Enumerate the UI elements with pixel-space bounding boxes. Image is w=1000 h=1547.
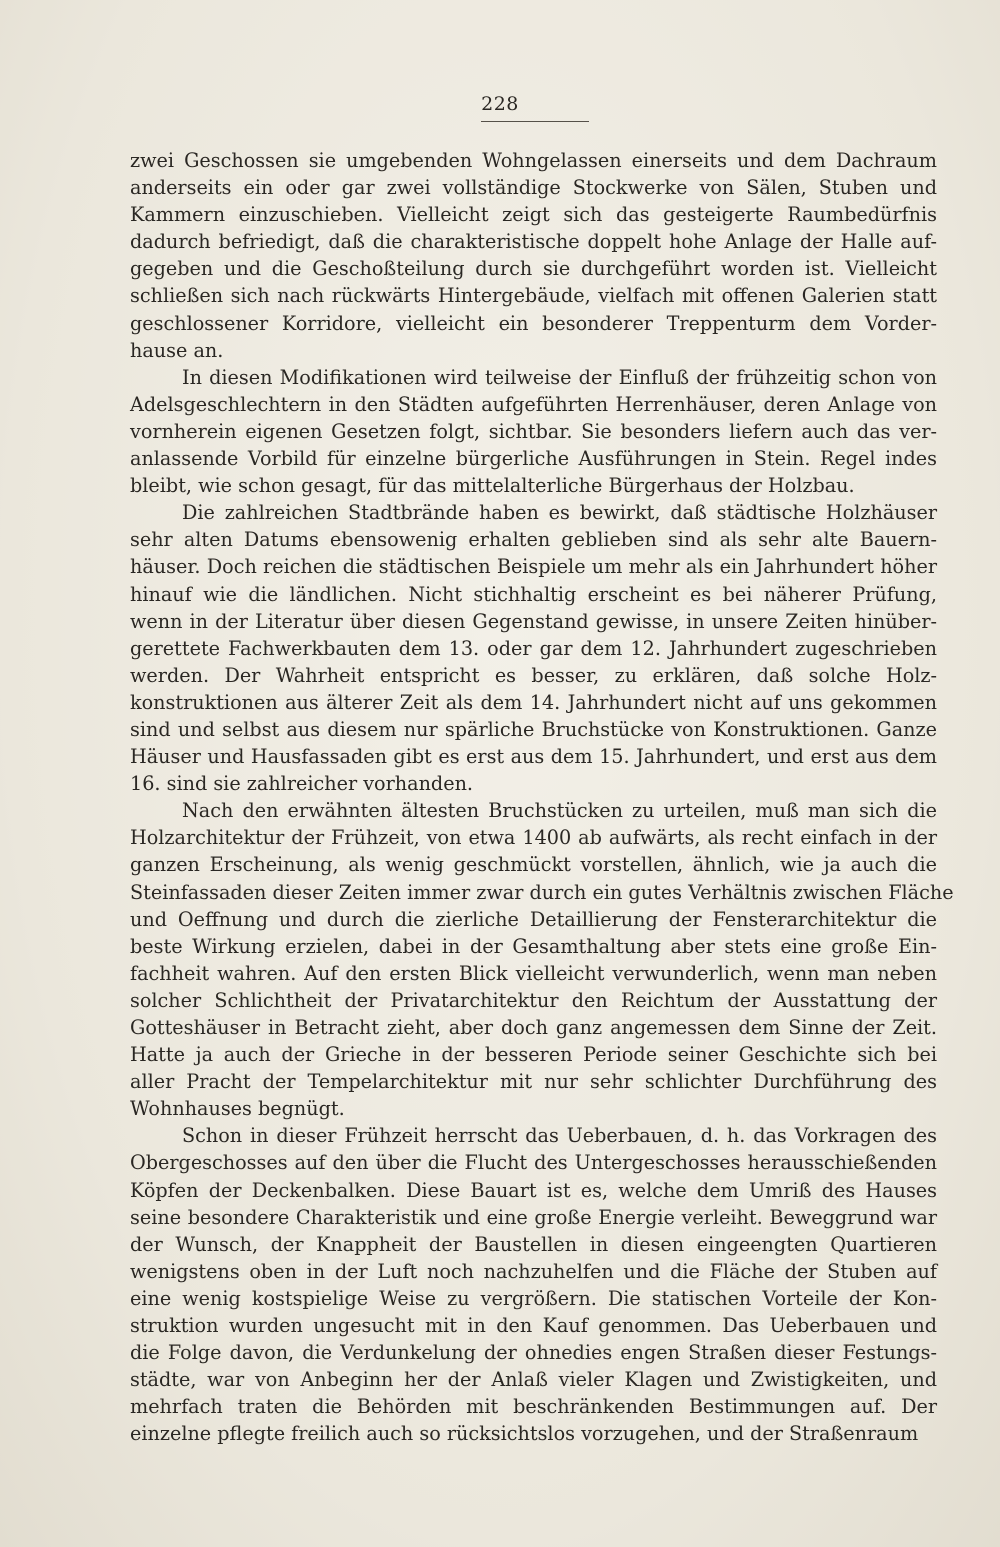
text-line: Wohnhauses begnügt. (130, 1097, 345, 1121)
text-line: sind und selbst aus diesem nur spärliche Bruchstücke von Konstruktionen. Ganze (130, 717, 937, 741)
paragraph (130, 364, 937, 499)
paragraph (130, 499, 937, 797)
text-line: und Oeffnung und durch die zierliche Detaillierung der Fensterarchitektur die (130, 907, 937, 931)
text-line: hause an. (130, 338, 224, 362)
text-line: werden. Der Wahrheit entspricht es besser, zu erklären, daß solche Holz- (130, 663, 937, 687)
text-line: eine wenig kostspielige Weise zu vergrößern. Die statischen Vorteile der Kon- (130, 1286, 937, 1310)
text-line: städte, war von Anbeginn her der Anlaß vieler Klagen und Zwistigkeiten, und (130, 1368, 937, 1392)
text-line: Kammern einzuschieben. Vielleicht zeigt sich das gesteigerte Raumbedürfnis (130, 203, 937, 227)
text-line: fachheit wahren. Auf den ersten Blick vielleicht verwunderlich, wenn man neben (130, 961, 937, 985)
text-line: einzelne pflegte freilich auch so rücksichtslos vorzugehen, und der Straßenraum (130, 1422, 919, 1446)
text-line: In diesen Modifikationen wird teilweise der Einfluß der frühzeitig schon von (182, 365, 937, 389)
text-line: der Wunsch, der Knappheit der Baustellen in diesen eingeengten Quartieren (130, 1232, 937, 1256)
text-line: beste Wirkung erzielen, dabei in der Gesamthaltung aber stets eine große Ein- (130, 934, 937, 958)
body-text (130, 147, 954, 1448)
paragraph (130, 797, 954, 1122)
text-line: Holzarchitektur der Frühzeit, von etwa 1400 ab aufwärts, als recht einfach in der (130, 826, 937, 850)
text-line: konstruktionen aus älterer Zeit als dem 14. Jahrhundert nicht auf uns gekommen (130, 690, 937, 714)
text-line: seine besondere Charakteristik und eine große Energie verleiht. Beweggrund war (130, 1205, 937, 1229)
text-line: aller Pracht der Tempelarchitektur mit nur sehr schlichter Durchführung des (130, 1070, 937, 1094)
text-line: die Folge davon, die Verdunkelung der ohnedies engen Straßen dieser Festungs- (130, 1341, 937, 1365)
text-line: hinauf wie die ländlichen. Nicht stichhaltig erscheint es bei näherer Prüfung, (130, 582, 937, 606)
text-line: mehrfach traten die Behörden mit beschränkenden Bestimmungen auf. Der (130, 1395, 937, 1419)
header-rule (481, 121, 589, 122)
text-line: gerettete Fachwerkbauten dem 13. oder gar dem 12. Jahrhundert zugeschrieben (130, 636, 937, 660)
text-line: solcher Schlichtheit der Privatarchitektur den Reichtum der Ausstattung der (130, 988, 937, 1012)
text-line: Hatte ja auch der Grieche in der besseren Periode seiner Geschichte sich bei (130, 1043, 937, 1067)
text-line: Steinfassaden dieser Zeiten immer zwar durch ein gutes Verhältnis zwischen Fläche (130, 880, 954, 904)
paragraph (130, 147, 937, 364)
text-line: vornherein eigenen Gesetzen folgt, sichtbar. Sie besonders liefern auch das ver- (130, 419, 937, 443)
text-line: dadurch befriedigt, daß die charakteristische doppelt hohe Anlage der Halle auf- (130, 230, 937, 254)
text-line: geschlossener Korridore, vielleicht ein besonderer Treppenturm dem Vorder- (130, 311, 937, 335)
text-line: bleibt, wie schon gesagt, für das mittelalterliche Bürgerhaus der Holzbau. (130, 474, 855, 498)
text-line: ganzen Erscheinung, als wenig geschmückt vorstellen, ähnlich, wie ja auch die (130, 853, 937, 877)
text-line: Häuser und Hausfassaden gibt es erst aus dem 15. Jahrhundert, und erst aus dem (130, 745, 937, 769)
text-line: schließen sich nach rückwärts Hintergebäude, vielfach mit offenen Galerien statt (130, 284, 937, 308)
text-line: Die zahlreichen Stadtbrände haben es bewirkt, daß städtische Holzhäuser (182, 501, 937, 525)
text-line: Köpfen der Deckenbalken. Diese Bauart ist es, welche dem Umriß des Hauses (130, 1178, 937, 1202)
text-line: 16. sind sie zahlreicher vorhanden. (130, 772, 474, 796)
text-line: anlassende Vorbild für einzelne bürgerliche Ausführungen in Stein. Regel indes (130, 447, 937, 471)
text-line: Gotteshäuser in Betracht zieht, aber doch ganz angemessen dem Sinne der Zeit. (130, 1016, 937, 1039)
page-number: 228 (481, 93, 519, 115)
text-line: struktion wurden ungesucht mit in den Kauf genommen. Das Ueberbauen und (130, 1314, 937, 1338)
text-line: wenigstens oben in der Luft noch nachzuhelfen und die Fläche der Stuben auf (130, 1259, 937, 1283)
text-line: sehr alten Datums ebensowenig erhalten geblieben sind als sehr alte Bauern- (130, 528, 937, 552)
text-line: häuser. Doch reichen die städtischen Beispiele um mehr als ein Jahrhundert höher (130, 555, 937, 579)
text-line: wenn in der Literatur über diesen Gegenstand gewisse, in unsere Zeiten hinüber- (130, 609, 937, 633)
text-line: Nach den erwähnten ältesten Bruchstücken zu urteilen, muß man sich die (182, 799, 937, 823)
paragraph (130, 1122, 937, 1447)
text-line: Obergeschosses auf den über die Flucht des Untergeschosses herausschießenden (130, 1151, 937, 1175)
text-line: Adelsgeschlechtern in den Städten aufgeführten Herrenhäuser, deren Anlage von (130, 392, 937, 416)
text-line: Schon in dieser Frühzeit herrscht das Ueberbauen, d. h. das Vorkragen des (182, 1124, 937, 1148)
text-line: anderseits ein oder gar zwei vollständige Stockwerke von Sälen, Stuben und (130, 176, 937, 200)
text-line: gegeben und die Geschoßteilung durch sie durchgeführt worden ist. Vielleicht (130, 257, 937, 281)
text-line: zwei Geschossen sie umgebenden Wohngelassen einerseits und dem Dachraum (130, 149, 937, 172)
